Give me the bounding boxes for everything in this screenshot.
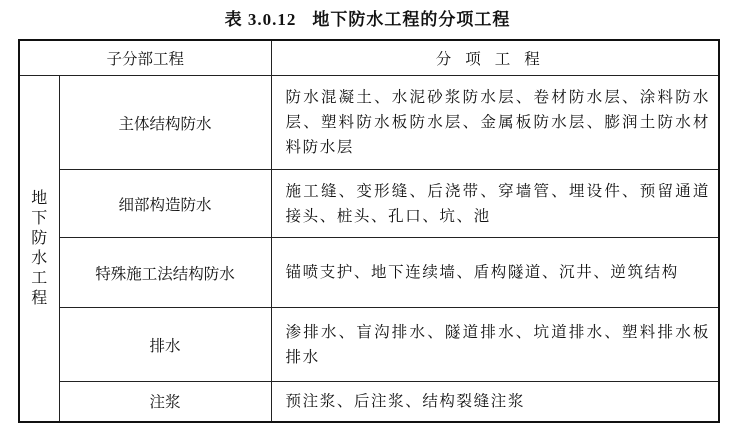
group-label-char: 防 xyxy=(31,228,48,248)
table-title xyxy=(0,5,735,30)
subdivision-cell: 细部构造防水 xyxy=(59,170,271,238)
group-label-cell xyxy=(19,76,59,422)
items-cell: 施工缝、变形缝、后浇带、穿墙管、埋设件、预留通道接头、桩头、孔口、坑、池 xyxy=(271,170,719,238)
group-label-char: 地 xyxy=(31,188,48,208)
subdivision-table xyxy=(18,39,720,423)
items-cell: 渗排水、盲沟排水、隧道排水、坑道排水、塑料排水板排水 xyxy=(271,308,719,382)
table-row xyxy=(19,238,719,308)
table-row xyxy=(19,170,719,238)
items-cell: 锚喷支护、地下连续墙、盾构隧道、沉井、逆筑结构 xyxy=(271,238,719,308)
items-cell: 预注浆、后注浆、结构裂缝注浆 xyxy=(271,382,719,422)
header-items: 分项工程 xyxy=(271,40,719,76)
group-label-char: 程 xyxy=(31,288,48,308)
subdivision-cell: 主体结构防水 xyxy=(59,76,271,170)
table-row xyxy=(19,382,719,422)
group-label-char: 水 xyxy=(31,248,48,268)
table-number: 表 3.0.12 xyxy=(224,10,297,29)
subdivision-cell: 排水 xyxy=(59,308,271,382)
subdivision-cell: 注浆 xyxy=(59,382,271,422)
table-row xyxy=(19,76,719,170)
header-row xyxy=(19,40,719,76)
header-subdivision: 子分部工程 xyxy=(19,40,271,76)
group-label-char: 工 xyxy=(31,268,48,288)
group-label-char: 下 xyxy=(31,208,48,228)
table-row xyxy=(19,308,719,382)
subdivision-cell: 特殊施工法结构防水 xyxy=(59,238,271,308)
table-caption: 地下防水工程的分项工程 xyxy=(312,10,511,30)
items-cell: 防水混凝土、水泥砂浆防水层、卷材防水层、涂料防水层、塑料防水板防水层、金属板防水层、膨润土防水材料防水层 xyxy=(271,76,719,170)
